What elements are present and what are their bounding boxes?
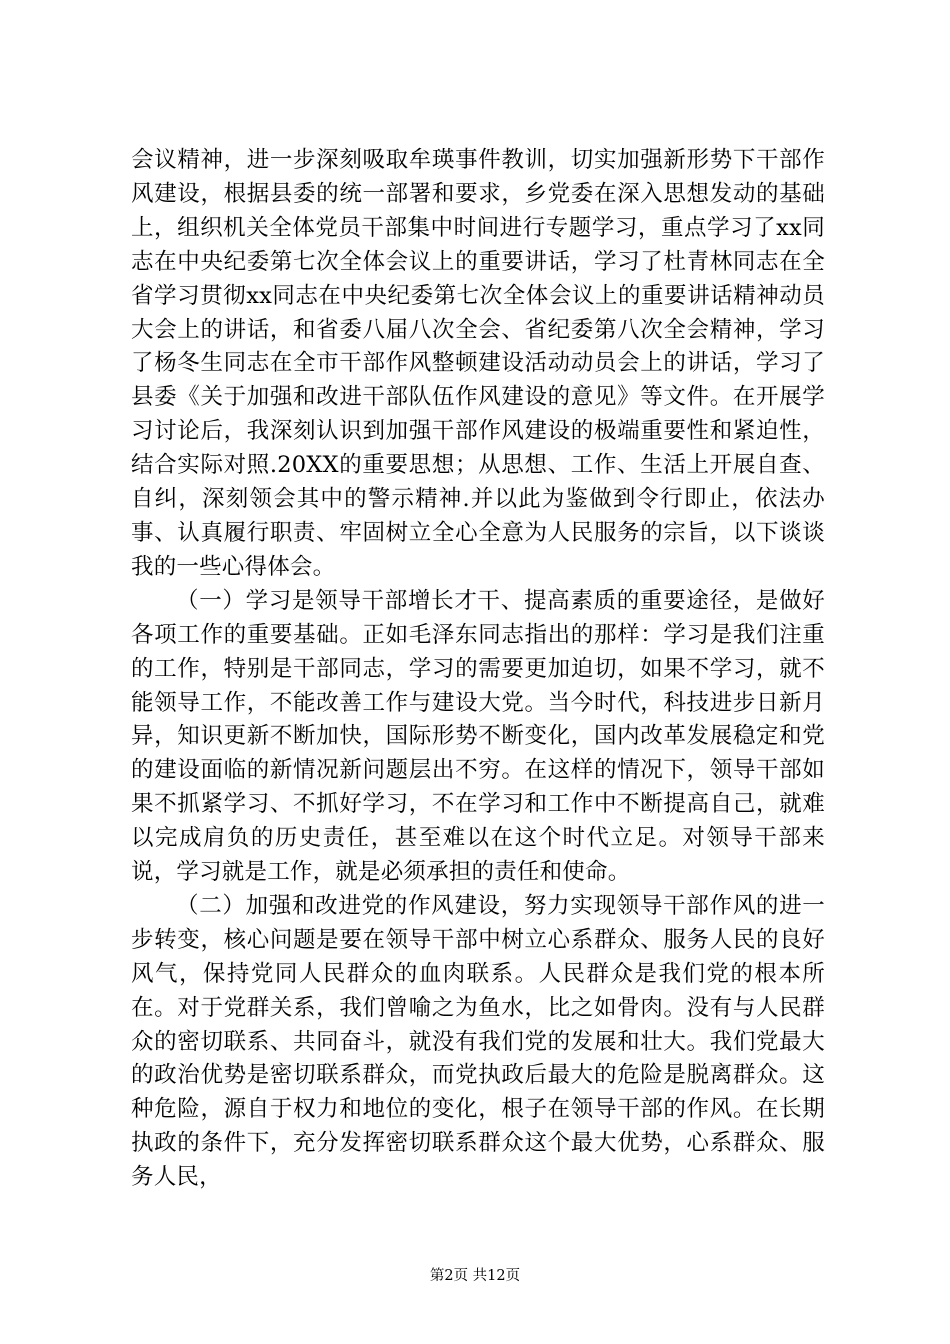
paragraph-intro: 会议精神，进一步深刻吸取牟瑛事件教训，切实加强新形势下干部作风建设，根据县委的统一部署和要求，乡党委在深入思想发动的基础上，组织机关全体党员干部集中时间进行专题学习，重点学习了xx同志在中央纪委第七次全体会议上的重要讲话，学习了杜青林同志在全省学习贯彻xx同志在中央纪委第七次全体会议上的重要讲话精神动员大会上的讲话，和省委八届八次全会、省纪委第八次全会精神，学习了杨冬生同志在全市干部作风整顿建设活动动员会上的讲话，学习了县委《关于加强和改进干部队伍作风建设的意见》等文件。在开展学习讨论后，我深刻认识到加强干部作风建设的极端重要性和紧迫性，结合实际对照.20XX的重要思想；从思想、工作、生活上开展自查、自纠，深刻领会其中的警示精神.并以此为鉴做到令行即止，依法办事、认真履行职责、牢固树立全心全意为人民服务的宗旨，以下谈谈我的一些心得体会。 (131, 147, 825, 580)
page-footer (0, 1266, 950, 1286)
paragraph-section-1: （一）学习是领导干部增长才干、提高素质的重要途径，是做好各项工作的重要基础。正如毛泽东同志指出的那样：学习是我们注重的工作，特别是干部同志，学习的需要更加迫切，如果不学习，就不能领导工作，不能改善工作与建设大党。当今时代，科技进步日新月异，知识更新不断加快，国际形势不断变化，国内改革发展稳定和党的建设面临的新情况新问题层出不穷。在这样的情况下，领导干部如果不抓紧学习、不抓好学习，不在学习和工作中不断提高自己，就难以完成肩负的历史责任，甚至难以在这个时代立足。对领导干部来说，学习就是工作，就是必须承担的责任和使命。 (131, 587, 825, 886)
page-number-label: 第2页 共12页 (429, 1268, 521, 1284)
paragraph-section-2: （二）加强和改进党的作风建设，努力实现领导干部作风的进一步转变，核心问题是要在领导干部中树立心系群众、服务人民的良好风气，保持党同人民群众的血肉联系。人民群众是我们党的根本所在。对于党群关系，我们曾喻之为鱼水，比之如骨肉。没有与人民群众的密切联系、共同奋斗，就没有我们党的发展和壮大。我们党最大的政治优势是密切联系群众，而党执政后最大的危险是脱离群众。这种危险，源自于权力和地位的变化，根子在领导干部的作风。在长期执政的条件下，充分发挥密切联系群众这个最大优势，心系群众、服务人民， (131, 892, 825, 1191)
body-text (131, 144, 825, 1195)
